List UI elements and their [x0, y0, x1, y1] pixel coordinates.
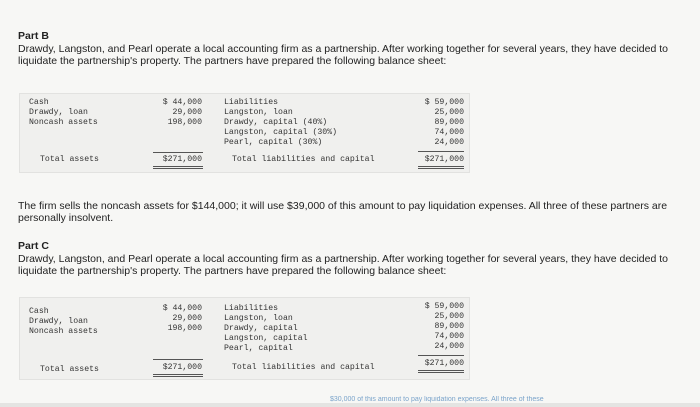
asset-total-double-rule	[153, 374, 203, 377]
part-c-intro: Drawdy, Langston, and Pearl operate a local accounting firm as a partnership. After working together for several years, they have decided to liquidate the partnership's property. The partners have prepared the following balance sheet:	[18, 253, 669, 277]
liability-total-double-rule	[418, 166, 464, 169]
liability-heading: Liabilities	[224, 98, 279, 107]
asset-total-rule	[153, 359, 203, 360]
liability-total-value: $271,000	[424, 155, 464, 164]
asset-total-label: Total assets	[40, 365, 99, 374]
asset-label: Cash	[29, 98, 49, 107]
liability-label: Pearl, capital	[224, 344, 293, 353]
liability-total-label: Total liabilities and capital	[232, 155, 375, 164]
part-b-heading: Part B	[18, 30, 49, 42]
cutoff-text: $30,000 of this amount to pay liquidation expenses. All three of these	[330, 396, 544, 403]
liability-value: 25,000	[434, 312, 464, 321]
liability-total-rule	[418, 151, 464, 152]
asset-label: Noncash assets	[29, 118, 98, 127]
asset-value: 198,000	[167, 324, 202, 333]
asset-label: Noncash assets	[29, 327, 98, 336]
liability-value: 89,000	[434, 118, 464, 127]
part-c-heading: Part C	[18, 240, 49, 252]
asset-value: $ 44,000	[162, 98, 202, 107]
liability-label: Langston, capital (30%)	[224, 128, 338, 137]
liability-label: Langston, capital	[224, 334, 308, 343]
asset-total-value: $271,000	[162, 155, 202, 164]
asset-value: 29,000	[172, 108, 202, 117]
liability-value: 25,000	[434, 108, 464, 117]
liability-heading: Liabilities	[224, 304, 279, 313]
liability-value: $ 59,000	[424, 302, 464, 311]
part-b-balance-sheet	[19, 93, 470, 173]
asset-total-value: $271,000	[162, 363, 202, 372]
liability-label: Langston, loan	[224, 314, 293, 323]
liability-value: 89,000	[434, 322, 464, 331]
liability-value: 74,000	[434, 128, 464, 137]
asset-total-label: Total assets	[40, 155, 99, 164]
liability-label: Drawdy, capital (40%)	[224, 118, 328, 127]
asset-label: Drawdy, loan	[29, 317, 88, 326]
liability-total-label: Total liabilities and capital	[232, 363, 375, 372]
liability-label: Pearl, capital (30%)	[224, 138, 323, 147]
liability-label: Langston, loan	[224, 108, 293, 117]
liability-total-value: $271,000	[424, 359, 464, 368]
asset-label: Drawdy, loan	[29, 108, 88, 117]
liability-total-double-rule	[418, 370, 464, 373]
liability-total-rule	[418, 355, 464, 356]
part-b-intro: Drawdy, Langston, and Pearl operate a local accounting firm as a partnership. After working together for several years, they have decided to liquidate the partnership's property. The partners have prepared the following balance sheet:	[18, 43, 669, 67]
liability-value: $ 59,000	[424, 98, 464, 107]
liability-value: 24,000	[434, 138, 464, 147]
asset-total-rule	[153, 152, 203, 153]
asset-total-double-rule	[153, 166, 203, 169]
asset-value: 198,000	[167, 118, 202, 127]
liability-label: Drawdy, capital	[224, 324, 298, 333]
bottom-edge	[0, 403, 700, 407]
liability-value: 24,000	[434, 342, 464, 351]
asset-label: Cash	[29, 307, 49, 316]
liability-value: 74,000	[434, 332, 464, 341]
part-b-followup: The firm sells the noncash assets for $144,000; it will use $39,000 of this amount to pay liquidation expenses. All three of these partners are personally insolvent.	[18, 200, 668, 224]
asset-value: 29,000	[172, 314, 202, 323]
part-c-balance-sheet	[19, 297, 470, 380]
asset-value: $ 44,000	[162, 304, 202, 313]
